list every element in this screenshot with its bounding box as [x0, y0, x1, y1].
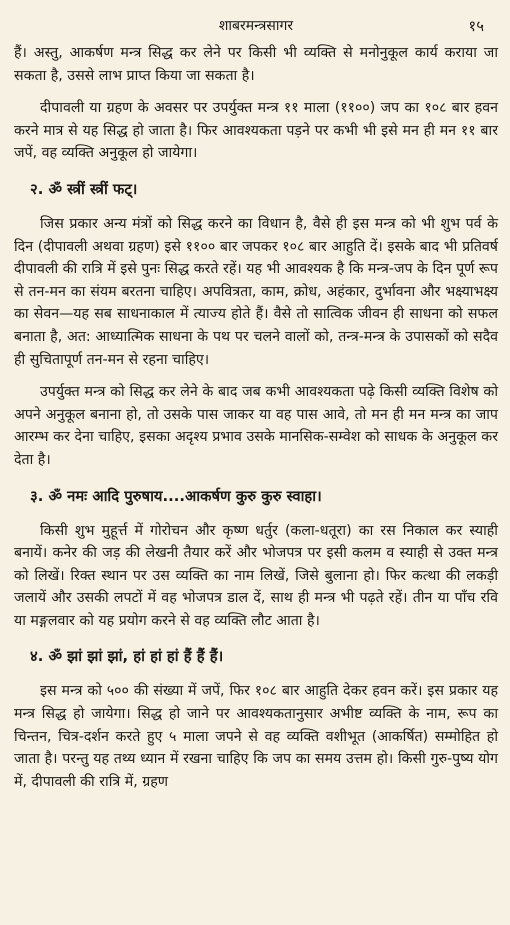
mantra-heading-4: [30, 642, 498, 672]
mantra-heading-2-text: २. ॐ स्त्रीं स्त्रीं फट्।: [30, 180, 138, 198]
paragraph-usage: उपर्युक्त मन्त्र को सिद्ध कर लेने के बाद जब कभी आवश्यकता पढ़े किसी व्यक्ति विशेष को अपने अनुकूल बनाना हो, तो उसके पास जाकर या वह पास आवे, तो मन ही मन मन्त्र का जाप आरम्भ कर देना चाहिए, इसका अदृश्य प्रभाव उसके मानसिक-सम्वेश को साधक के अनुकूल कर देता है।: [14, 384, 498, 468]
paragraph-procedure: किसी शुभ मुहूर्त्त में गोरोचन और कृष्ण धर्तुर (कला-धतूरा) का रस निकाल कर स्याही बनायें। कनेर की जड़ की लेखनी तैयार करें और भोजपत्र पर इसी कलम व स्याही से उक्त मन्त्र को लिखें। रिक्त स्थान पर उस व्यक्ति का नाम लिखें, जिसे बुलाना हो। फिर कत्था की लकड़ी जलायें और उसकी लपटों में वह भोजपत्र डाल दें, साथ ही मन्त्र भी पढ़ते रहें। तीन या पाँच रवि या मङ्गलवार को यह प्रयोग करने से वह व्यक्ति लौट आता है।: [14, 522, 498, 629]
page-body: [14, 42, 498, 793]
mantra-heading-2: [30, 175, 498, 205]
running-title: शाबरमन्त्रसागर: [218, 18, 294, 34]
paragraph-continuation: हैं। अस्तु, आकर्षण मन्त्र सिद्ध कर लेने पर किसी भी व्यक्ति से मनोनुकूल कार्य कराया जा सकता है, उससे लाभ प्राप्त किया जा सकता है।: [14, 45, 498, 84]
paragraph-diwali-eclipse: दीपावली या ग्रहण के अवसर पर उपर्युक्त मन्त्र ११ माला (११००) जप का १०८ बार हवन करने मात्र से यह सिद्ध हो जाता है। फिर आवश्यकता पड़ने पर कभी भी इसे मन ही मन ११ बार जपें, वह व्यक्ति अनुकूल हो जायेगा।: [14, 100, 498, 162]
paragraph-method: जिस प्रकार अन्य मंत्रों को सिद्ध करने का विधान है, वैसे ही इस मन्त्र को भी शुभ पर्व के दिन (दीपावली अथवा ग्रहण) इसे ११०० बार जपकर १०८ बार आहुति दें। इसके बाद भी प्रतिवर्ष दीपावली की रात्रि में इसे पुनः सिद्ध करते रहें। यह भी आवश्यक है कि मन्त्र-जप के दिन पूर्ण रूप से तन-मन का संयम बरतना चाहिए। अपवित्रता, काम, क्रोध, अहंकार, दुर्भावना और भक्ष्याभक्ष्य का सेवन—यह सब साधनाकाल में त्याज्य होते हैं। वैसे तो सात्विक जीवन ही साधना को सफल बनाता है, अत: आध्यात्मिक साधना के पथ पर चलने वालों को, तन्त्र-मन्त्र के उपासकों को सदैव ही सुचितापूर्ण तन-मन से रहना चाहिए।: [14, 215, 498, 368]
mantra-heading-4-text: ४. ॐ झां झां झां, हां हां हां हैं हैं हैं।: [30, 648, 224, 666]
page-number: १५: [468, 17, 484, 35]
mantra-heading-3: [30, 482, 498, 512]
page-header: [14, 16, 498, 42]
mantra-heading-3-text: ३. ॐ नमः आदि पुरुषाय....आकर्षण कुरु कुरु स्वाहा।: [30, 487, 322, 505]
paragraph-recitation: इस मन्त्र को ५०० की संख्या में जपें, फिर १०८ बार आहुति देकर हवन करें। इस प्रकार यह मन्त्र सिद्ध हो जायेगा। सिद्ध हो जाने पर आवश्यकतानुसार अभीष्ट व्यक्ति के नाम, रूप का चिन्तन, चित्र-दर्शन करते हुए ५ माला जपने से वह व्यक्ति वशीभूत (आकर्षित) सम्मोहित हो जाता है। परन्तु यह तथ्य ध्यान में रखना चाहिए कि जप का समय उत्तम हो। किसी गुरु-पुष्य योग में, दीपावली की रात्रि में, ग्रहण: [14, 683, 498, 790]
